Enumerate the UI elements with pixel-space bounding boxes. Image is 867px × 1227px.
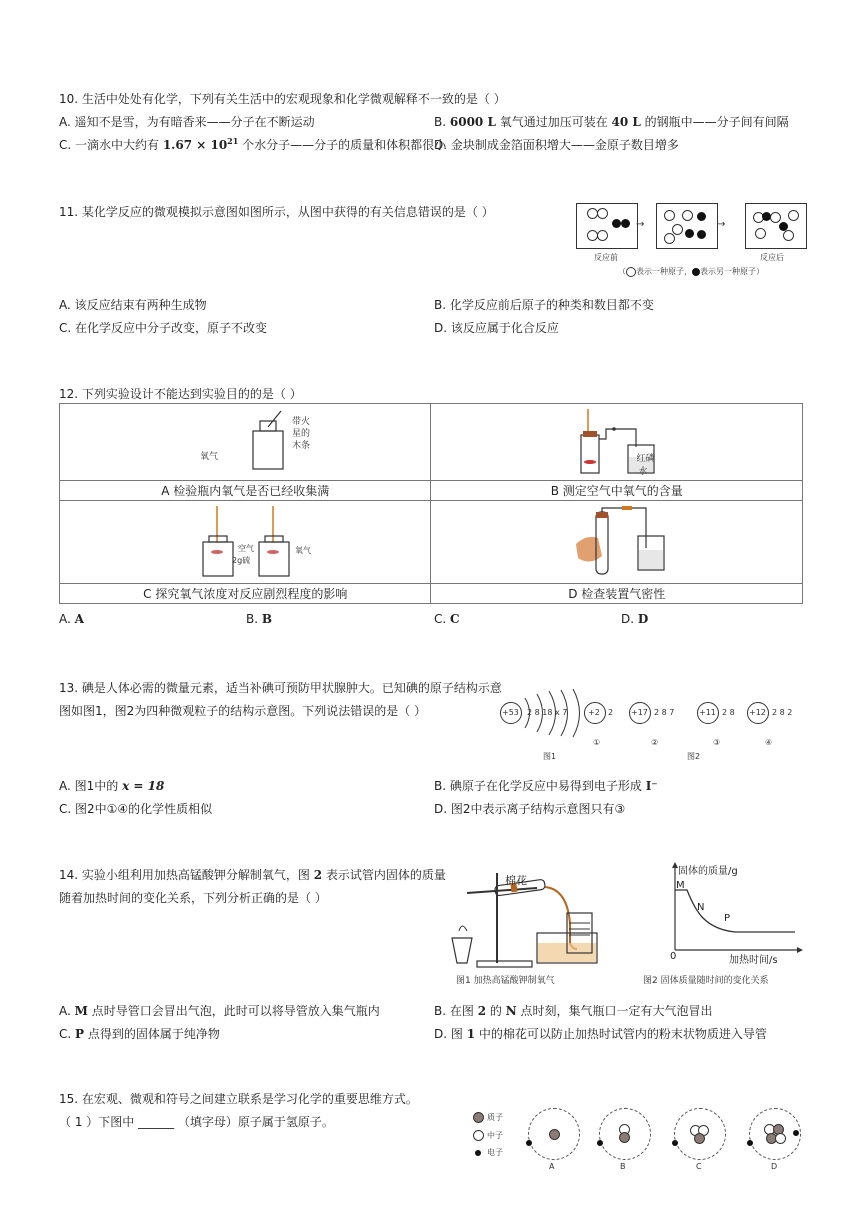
q13-option-a: A. 图1中的 x = 18: [59, 779, 165, 793]
iodine-nucleus: +53: [502, 708, 519, 717]
cell-d-figure: [431, 501, 803, 584]
label-fig2: 图2: [687, 752, 701, 761]
label-c: C: [696, 1162, 702, 1171]
q15-stem: 15. 在宏观、微观和符号之间建立联系是学习化学的重要思维方式。: [59, 1092, 418, 1106]
cell-c-figure: [60, 501, 431, 584]
origin-label: 0: [670, 951, 677, 962]
cell-b-caption: B 测定空气中氧气的含量: [431, 481, 803, 501]
q14-option-a: A. M 点时导管口会冒出气泡，此时可以将导管放入集气瓶内: [59, 1004, 380, 1018]
white-atom-icon: [626, 267, 636, 277]
q10-option-d: D. 金块制成金箔面积增大——金原子数目增多: [434, 138, 679, 152]
arrow-icon: →: [636, 219, 645, 230]
q10-option-c: C. 一滴水中大约有 $1.67 \times 10^{21}$ 个水分子——分子的质量和体积都很小: [59, 136, 447, 152]
label-n4: ④: [765, 738, 773, 747]
q15-part1: （ 1 ）下图中 ______ （填字母）原子属于氢原子。: [59, 1115, 334, 1129]
q13-option-c: C. 图2中①④的化学性质相似: [59, 802, 213, 816]
cell-a-caption: A 检验瓶内氧气是否已经收集满: [60, 481, 431, 501]
label-a: A: [549, 1162, 555, 1171]
legend-electron: 电子: [487, 1148, 503, 1157]
label-d: D: [771, 1162, 778, 1171]
p2-shells: 2 8 7: [654, 708, 675, 717]
x-axis-label: 加热时间/s: [729, 955, 778, 966]
black-atom-icon: [692, 268, 700, 276]
q11-option-d: D. 该反应属于化合反应: [434, 321, 559, 335]
label-sulfur: 2g硫: [232, 556, 251, 565]
q11-option-c: C. 在化学反应中分子改变，原子不改变: [59, 321, 268, 335]
q13-stem-line1: 13. 碘是人体必需的微量元素，适当补碘可预防甲状腺肿大。已知碘的原子结构示意: [59, 681, 502, 695]
point-p-label: P: [724, 913, 731, 924]
cell-c-caption: C 探究氧气浓度对反应剧烈程度的影响: [60, 584, 431, 604]
airtightness-check-icon: [566, 504, 696, 582]
q11-option-b: B. 化学反应前后原子的种类和数目都不变: [434, 298, 654, 312]
q11-option-a: A. 该反应结束有两种生成物: [59, 298, 207, 312]
label-b: B: [620, 1162, 626, 1171]
label-red-phosphorus: 红磷: [636, 454, 655, 464]
label-before: 反应前: [594, 253, 618, 262]
q11-legend: （ 表示一种原子， 表示另一种原子）: [618, 267, 764, 276]
fig1-caption: 图1 加热高锰酸钾制氧气: [456, 976, 555, 986]
electron-icon: [475, 1150, 481, 1156]
q14-option-d: D. 图 1 中的棉花可以防止加热时试管内的粉末状物质进入导管: [434, 1027, 767, 1041]
q10-stem: 10. 生活中处处有化学，下列有关生活中的宏观现象和化学微观解释不一致的是（ ）: [59, 92, 506, 106]
p4-nucleus: +12: [749, 708, 766, 717]
after-box: [745, 203, 807, 249]
label-glowing-1: 带火: [292, 417, 311, 427]
q13-stem-line2: 图如图1，图2为四种微观粒子的结构示意图。下列说法错误的是（ ）: [59, 704, 427, 718]
point-m-label: M: [676, 880, 685, 891]
q12-stem: 12. 下列实验设计不能达到实验目的的是（ ）: [59, 387, 302, 401]
q10-option-b: B. 6000 L 氧气通过加压可装在 40 L 的钢瓶中——分子间有间隔: [434, 115, 789, 129]
sulfur-bottles-icon: [195, 504, 335, 582]
label-oxygen: 氧气: [200, 452, 219, 462]
p1-nucleus: +2: [588, 708, 600, 717]
q14-stem-line2: 随着加热时间的变化关系，下列分析正确的是（ ）: [59, 891, 327, 905]
neutron-icon: [473, 1130, 484, 1141]
p2-nucleus: +17: [631, 708, 648, 717]
p1-shells: 2: [608, 708, 614, 717]
y-axis-label: 固体的质量/g: [678, 866, 738, 877]
p3-shells: 2 8: [722, 708, 735, 717]
q13-option-d: D. 图2中表示离子结构示意图只有③: [434, 802, 626, 816]
legend-neutron: 中子: [487, 1131, 503, 1140]
q12-option-d: D. D: [621, 612, 649, 626]
q12-experiment-table: [59, 403, 803, 604]
q13-option-b: B. 碘原子在化学反应中易得到电子形成 I⁻: [434, 779, 658, 793]
label-air: 空气: [238, 544, 254, 553]
iodine-shells: 2 8 18 x 7: [527, 708, 568, 717]
label-cotton: 棉花: [505, 874, 527, 887]
fig2-caption: 图2 固体质量随时间的变化关系: [643, 976, 769, 986]
label-glowing-3: 木条: [292, 441, 311, 451]
p4-shells: 2 8 2: [772, 708, 793, 717]
q11-stem: 11. 某化学反应的微观模拟示意图如图所示，从图中获得的有关信息错误的是（ ）: [59, 205, 494, 219]
label-n3: ③: [713, 738, 721, 747]
label-water: 水: [638, 467, 648, 477]
q12-option-c: C. C: [434, 612, 460, 626]
q14-option-c: C. P 点得到的固体属于纯净物: [59, 1027, 220, 1041]
q14-option-b: B. 在图 2 的 N 点时刻，集气瓶口一定有大气泡冒出: [434, 1004, 713, 1018]
label-n1: ①: [593, 738, 601, 747]
q12-option-a: A. A: [59, 612, 84, 626]
p3-nucleus: +11: [699, 708, 716, 717]
proton-icon: [473, 1112, 484, 1123]
point-n-label: N: [697, 902, 705, 913]
cell-b-figure: [431, 404, 803, 481]
label-n2: ②: [651, 738, 659, 747]
arrow-icon: →: [717, 219, 726, 230]
label-glowing-2: 星的: [292, 429, 311, 439]
label-fig1: 图1: [543, 752, 557, 761]
label-after: 反应后: [760, 253, 784, 262]
legend-proton: 质子: [487, 1113, 503, 1122]
q10-option-a: A. 遥知不是雪，为有暗香来——分子在不断运动: [59, 115, 315, 129]
q12-option-b: B. B: [246, 612, 273, 626]
cell-a-figure: [60, 404, 431, 481]
oxygen-bottle-icon: [215, 409, 335, 479]
q14-stem-line1: 14. 实验小组利用加热高锰酸钾分解制氧气，图 2 表示试管内固体的质量: [59, 868, 446, 882]
cell-d-caption: D 检查装置气密性: [431, 584, 803, 604]
label-oxygen-c: 氧气: [295, 546, 311, 555]
